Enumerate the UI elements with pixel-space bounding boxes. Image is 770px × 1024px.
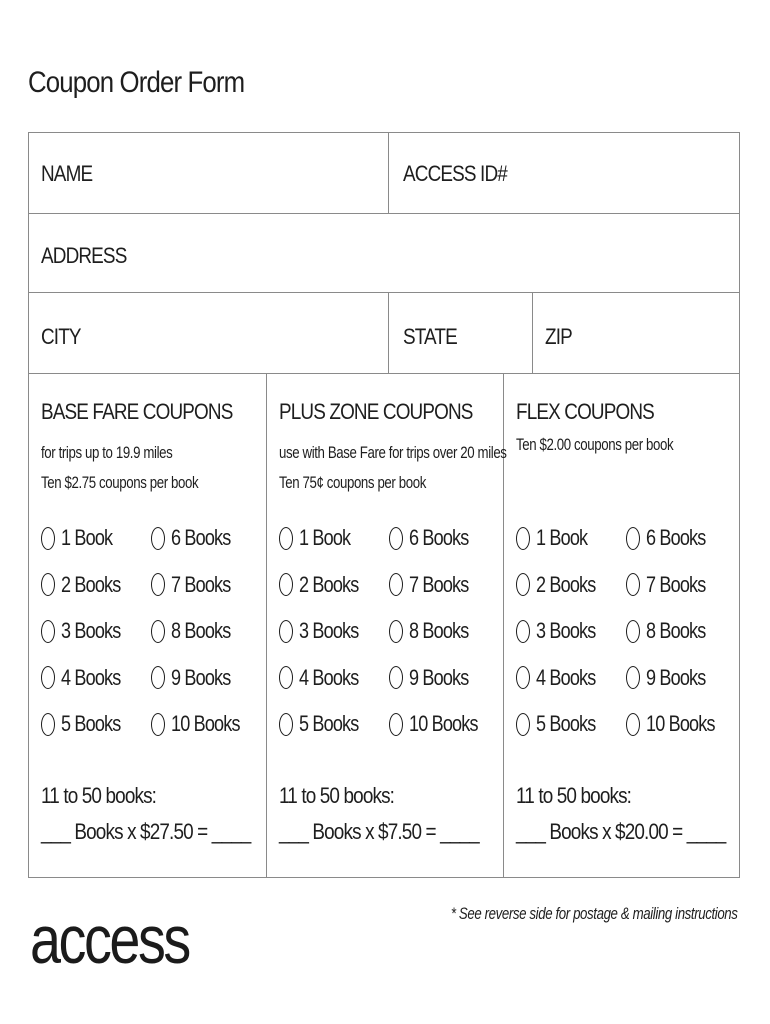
book-option[interactable] <box>516 709 609 739</box>
option-label: 7 Books <box>646 571 706 597</box>
option-label: 2 Books <box>61 571 121 597</box>
option-label: 8 Books <box>171 618 231 643</box>
radio-button[interactable] <box>626 527 640 550</box>
book-option[interactable] <box>516 616 609 646</box>
option-label: 10 Books <box>409 711 478 736</box>
column-divider <box>532 292 533 373</box>
book-option[interactable] <box>626 570 719 600</box>
book-option[interactable] <box>626 709 730 739</box>
book-option[interactable] <box>389 616 482 646</box>
book-option[interactable] <box>389 709 493 739</box>
city-field[interactable]: CITY <box>41 324 81 349</box>
book-option[interactable] <box>279 616 372 646</box>
option-label: 4 Books <box>299 664 359 690</box>
option-label: 9 Books <box>646 664 706 690</box>
footnote: * See reverse side for postage & mailing instructions <box>451 904 738 923</box>
radio-button[interactable] <box>389 573 403 596</box>
book-option[interactable] <box>151 663 244 693</box>
option-label: 7 Books <box>171 571 231 597</box>
option-label: 1 Book <box>299 525 351 550</box>
option-label: 3 Books <box>61 618 121 643</box>
bulk-order-title: 11 to 50 books: <box>41 783 157 808</box>
radio-button[interactable] <box>41 620 55 643</box>
option-label: 10 Books <box>171 711 240 736</box>
radio-button[interactable] <box>41 573 55 596</box>
option-label: 6 Books <box>409 525 469 550</box>
section-title: BASE FARE COUPONS <box>41 399 233 424</box>
book-option[interactable] <box>516 523 599 553</box>
bulk-order-title: 11 to 50 books: <box>516 783 632 808</box>
radio-button[interactable] <box>41 527 55 550</box>
book-option[interactable] <box>389 570 482 600</box>
base-fare-section <box>29 373 266 878</box>
radio-button[interactable] <box>516 666 530 689</box>
option-label: 7 Books <box>409 571 469 597</box>
option-label: 5 Books <box>61 711 121 736</box>
bulk-order-title: 11 to 50 books: <box>279 783 395 808</box>
book-option[interactable] <box>279 523 362 553</box>
book-option[interactable] <box>41 709 134 739</box>
book-option[interactable] <box>279 570 372 600</box>
option-label: 6 Books <box>646 525 706 550</box>
book-option[interactable] <box>151 709 255 739</box>
option-label: 3 Books <box>536 618 596 643</box>
section-note: Ten $2.75 coupons per book <box>41 473 199 492</box>
section-note: Ten 75¢ coupons per book <box>279 473 426 492</box>
radio-button[interactable] <box>279 620 293 643</box>
radio-button[interactable] <box>41 713 55 736</box>
bulk-order-line[interactable]: ___ Books x $20.00 = ____ <box>516 819 726 844</box>
bulk-order-line[interactable]: ___ Books x $7.50 = ____ <box>279 819 479 844</box>
book-option[interactable] <box>151 616 244 646</box>
section-note: use with Base Fare for trips over 20 miles <box>279 443 507 462</box>
book-option[interactable] <box>151 570 244 600</box>
access-logo: access <box>30 902 189 978</box>
option-label: 4 Books <box>61 664 121 690</box>
book-option[interactable] <box>41 523 124 553</box>
radio-button[interactable] <box>626 620 640 643</box>
column-divider <box>388 133 389 213</box>
coupon-order-form <box>28 132 740 878</box>
option-label: 9 Books <box>409 664 469 690</box>
radio-button[interactable] <box>151 713 165 736</box>
radio-button[interactable] <box>389 620 403 643</box>
book-option[interactable] <box>516 663 609 693</box>
book-option[interactable] <box>41 663 134 693</box>
radio-button[interactable] <box>516 527 530 550</box>
radio-button[interactable] <box>626 573 640 596</box>
column-divider <box>388 292 389 373</box>
section-note: Ten $2.00 coupons per book <box>516 435 674 454</box>
option-label: 9 Books <box>171 664 231 690</box>
zip-field[interactable]: ZIP <box>545 324 572 349</box>
radio-button[interactable] <box>516 713 530 736</box>
option-label: 3 Books <box>299 618 359 643</box>
section-note: for trips up to 19.9 miles <box>41 443 173 462</box>
book-option[interactable] <box>389 523 482 553</box>
radio-button[interactable] <box>151 573 165 596</box>
radio-button[interactable] <box>279 713 293 736</box>
book-option[interactable] <box>626 523 719 553</box>
book-option[interactable] <box>279 663 372 693</box>
option-label: 8 Books <box>646 618 706 643</box>
radio-button[interactable] <box>389 527 403 550</box>
row-divider <box>29 292 739 293</box>
option-label: 2 Books <box>536 571 596 597</box>
access-id-field[interactable]: ACCESS ID# <box>403 161 507 186</box>
radio-button[interactable] <box>151 620 165 643</box>
section-title: PLUS ZONE COUPONS <box>279 399 473 424</box>
radio-button[interactable] <box>516 620 530 643</box>
option-label: 10 Books <box>646 711 715 736</box>
bulk-order-line[interactable]: ___ Books x $27.50 = ____ <box>41 819 251 844</box>
option-label: 6 Books <box>171 525 231 550</box>
name-field[interactable]: NAME <box>41 161 93 186</box>
address-field[interactable]: ADDRESS <box>41 243 127 268</box>
page-title: Coupon Order Form <box>28 66 245 99</box>
book-option[interactable] <box>41 616 134 646</box>
book-option[interactable] <box>516 570 609 600</box>
radio-button[interactable] <box>626 666 640 689</box>
radio-button[interactable] <box>279 527 293 550</box>
row-divider <box>29 213 739 214</box>
radio-button[interactable] <box>279 573 293 596</box>
state-field[interactable]: STATE <box>403 324 457 349</box>
option-label: 1 Book <box>536 525 588 550</box>
option-label: 2 Books <box>299 571 359 597</box>
book-option[interactable] <box>389 663 482 693</box>
plus-zone-section <box>267 373 507 878</box>
book-option[interactable] <box>626 663 719 693</box>
radio-button[interactable] <box>516 573 530 596</box>
option-label: 8 Books <box>409 618 469 643</box>
book-option[interactable] <box>151 523 244 553</box>
radio-button[interactable] <box>151 666 165 689</box>
radio-button[interactable] <box>389 666 403 689</box>
section-title: FLEX COUPONS <box>516 399 654 424</box>
flex-section <box>504 373 739 878</box>
book-option[interactable] <box>41 570 134 600</box>
book-option[interactable] <box>279 709 372 739</box>
option-label: 5 Books <box>299 711 359 736</box>
book-option[interactable] <box>626 616 719 646</box>
option-label: 4 Books <box>536 664 596 690</box>
radio-button[interactable] <box>279 666 293 689</box>
option-label: 1 Book <box>61 525 113 550</box>
radio-button[interactable] <box>151 527 165 550</box>
option-label: 5 Books <box>536 711 596 736</box>
radio-button[interactable] <box>389 713 403 736</box>
radio-button[interactable] <box>626 713 640 736</box>
radio-button[interactable] <box>41 666 55 689</box>
